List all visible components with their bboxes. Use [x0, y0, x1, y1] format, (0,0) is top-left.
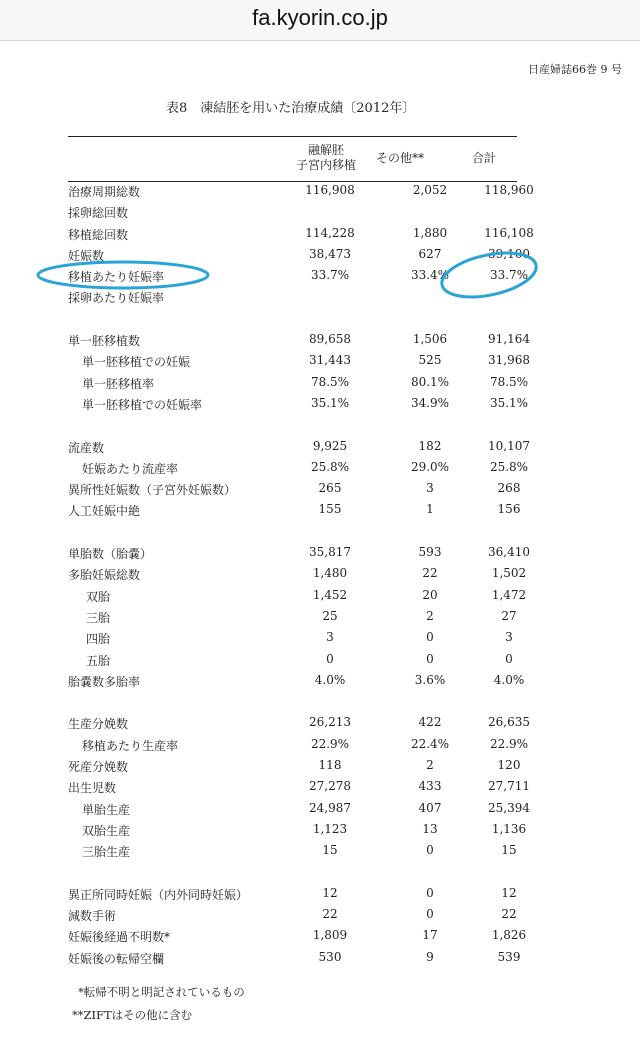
cell-value: 9,925	[312, 438, 348, 453]
cell-value: 13	[422, 821, 438, 836]
row-label: 人工妊娠中絶	[68, 504, 141, 519]
cell-value: 12	[501, 885, 517, 900]
row-label: 移植あたり生産率	[82, 738, 179, 753]
cell-value: 0	[426, 907, 434, 922]
row-label: 異所性妊娠数（子宮外妊娠数）	[68, 483, 237, 498]
cell-value: 31,968	[488, 353, 530, 368]
cell-value: 12	[322, 885, 338, 900]
cell-value: 0	[426, 843, 434, 858]
cell-value: 530	[318, 949, 342, 964]
row-label: 妊娠数	[68, 248, 105, 263]
annotation-circle-right	[438, 245, 540, 304]
row-label: 移植あたり妊娠率	[68, 270, 165, 285]
cell-value: 593	[418, 545, 442, 560]
cell-value: 78.5%	[310, 374, 350, 389]
row-label: 三胎	[86, 610, 111, 625]
cell-value: 33.7%	[489, 268, 529, 283]
column-header-line: 融解胚	[307, 143, 344, 157]
cell-value: 4.0%	[314, 672, 346, 687]
row-label: 双胎生産	[82, 823, 131, 838]
cell-value: 265	[318, 481, 342, 496]
cell-value: 116,108	[484, 225, 534, 240]
cell-value: 24,987	[309, 800, 351, 815]
row-label: 生産分娩数	[68, 717, 129, 732]
cell-value: 3	[426, 481, 434, 496]
row-label: 採卵総回数	[68, 206, 129, 221]
row-label: 単一胚移植での妊娠	[82, 355, 191, 370]
cell-value: 25	[322, 608, 338, 623]
row-label: 単胎数（胎嚢）	[68, 547, 153, 562]
row-label: 妊娠後の転帰空欄	[68, 951, 165, 966]
cell-value: 31,443	[309, 353, 351, 368]
cell-value: 0	[326, 651, 334, 666]
cell-value: 3	[505, 630, 513, 645]
cell-value: 38,473	[309, 246, 351, 261]
cell-value: 9	[426, 949, 434, 964]
row-label: 流産数	[68, 440, 105, 455]
cell-value: 35.1%	[489, 395, 529, 410]
cell-value: 15	[322, 843, 338, 858]
cell-value: 20	[422, 587, 438, 602]
cell-value: 2	[426, 758, 434, 773]
journal-reference: 日産婦誌66巻 9 号	[528, 63, 622, 76]
cell-value: 156	[497, 502, 521, 517]
row-label: 採卵あたり妊娠率	[68, 291, 165, 306]
cell-value: 34.9%	[410, 395, 450, 410]
cell-value: 15	[501, 843, 517, 858]
row-label: 四胎	[86, 632, 111, 647]
footnote-2: **ZIFTはその他に含む	[72, 1008, 193, 1022]
row-label: 移植総回数	[68, 227, 129, 242]
row-label: 出生児数	[68, 781, 117, 796]
cell-value: 22.4%	[410, 736, 450, 751]
cell-value: 433	[418, 779, 442, 794]
cell-value: 0	[505, 651, 513, 666]
table-title: 表8 凍結胚を用いた治療成績〔2012年〕	[166, 101, 416, 116]
cell-value: 22.9%	[489, 736, 529, 751]
cell-value: 0	[426, 651, 434, 666]
cell-value: 0	[426, 885, 434, 900]
cell-value: 182	[418, 438, 442, 453]
row-label: 単一胚移植での妊娠率	[82, 397, 203, 412]
cell-value: 120	[497, 758, 521, 773]
cell-value: 1,880	[412, 225, 448, 240]
row-label: 治療周期総数	[68, 185, 141, 199]
cell-value: 22.9%	[310, 736, 350, 751]
cell-value: 1,472	[491, 587, 527, 602]
cell-value: 2,052	[412, 183, 448, 197]
cell-value: 1,826	[491, 928, 527, 943]
cell-value: 1,480	[312, 566, 348, 581]
row-label: 単胎生産	[82, 802, 131, 817]
footnote-1: *転帰不明と明記されているもの	[78, 985, 245, 999]
cell-value: 29.0%	[410, 459, 450, 474]
cell-value: 22	[422, 566, 438, 581]
cell-value: 33.4%	[410, 268, 450, 283]
cell-value: 116,908	[305, 183, 355, 197]
cell-value: 89,658	[309, 332, 351, 347]
cell-value: 25.8%	[489, 459, 529, 474]
cell-value: 26,635	[488, 715, 530, 730]
cell-value: 1,809	[312, 928, 348, 943]
cell-value: 407	[418, 800, 442, 815]
cell-value: 35,817	[309, 545, 351, 560]
cell-value: 17	[422, 928, 438, 943]
cell-value: 627	[418, 246, 442, 261]
cell-value: 27,278	[309, 779, 351, 794]
cell-value: 4.0%	[493, 672, 525, 687]
cell-value: 39,100	[488, 246, 530, 261]
row-label: 単一胚移植数	[68, 334, 141, 349]
cell-value: 422	[418, 715, 442, 730]
cell-value: 268	[497, 481, 521, 496]
cell-value: 91,164	[488, 332, 530, 347]
url-text[interactable]: fa.kyorin.co.jp	[252, 5, 388, 30]
row-label: 五胎	[86, 653, 111, 668]
row-label: 胎嚢数多胎率	[68, 674, 141, 689]
cell-value: 35.1%	[310, 395, 350, 410]
cell-value: 27	[501, 608, 517, 623]
cell-value: 118,960	[484, 183, 534, 197]
cell-value: 1,452	[312, 587, 348, 602]
cell-value: 1,136	[491, 821, 527, 836]
cell-value: 25.8%	[310, 459, 350, 474]
cell-value: 36,410	[488, 545, 530, 560]
row-label: 妊娠あたり流産率	[82, 461, 179, 476]
cell-value: 1	[426, 502, 434, 517]
row-label: 三胎生産	[82, 845, 131, 860]
cell-value: 3.6%	[414, 672, 446, 687]
row-label: 多胎妊娠総数	[68, 568, 141, 583]
annotation-circle-left	[38, 262, 208, 288]
cell-value: 2	[426, 608, 434, 623]
row-label: 妊娠後経過不明数*	[68, 930, 171, 945]
cell-value: 10,107	[488, 438, 530, 453]
cell-value: 33.7%	[310, 268, 350, 283]
cell-value: 22	[322, 907, 338, 922]
row-label: 単一胚移植率	[82, 376, 155, 391]
cell-value: 3	[326, 630, 334, 645]
cell-value: 155	[318, 502, 342, 517]
cell-value: 22	[501, 907, 517, 922]
column-header-line: その他**	[375, 151, 424, 165]
cell-value: 27,711	[488, 779, 530, 794]
cell-value: 1,506	[412, 332, 448, 347]
cell-value: 539	[497, 949, 521, 964]
cell-value: 118	[318, 758, 342, 773]
cell-value: 525	[418, 353, 442, 368]
row-label: 異正所同時妊娠（内外同時妊娠）	[68, 887, 249, 902]
row-label: 死産分娩数	[68, 760, 129, 775]
cell-value: 1,123	[312, 821, 348, 836]
cell-value: 114,228	[305, 225, 355, 240]
cell-value: 78.5%	[489, 374, 529, 389]
cell-value: 1,502	[491, 566, 527, 581]
cell-value: 25,394	[488, 800, 530, 815]
row-label: 減数手術	[68, 909, 117, 924]
row-label: 双胎	[86, 589, 111, 604]
cell-value: 26,213	[309, 715, 351, 730]
column-header-line: 子宮内移植	[295, 158, 356, 172]
cell-value: 0	[426, 630, 434, 645]
cell-value: 80.1%	[410, 374, 450, 389]
column-header-line: 合計	[471, 151, 496, 165]
